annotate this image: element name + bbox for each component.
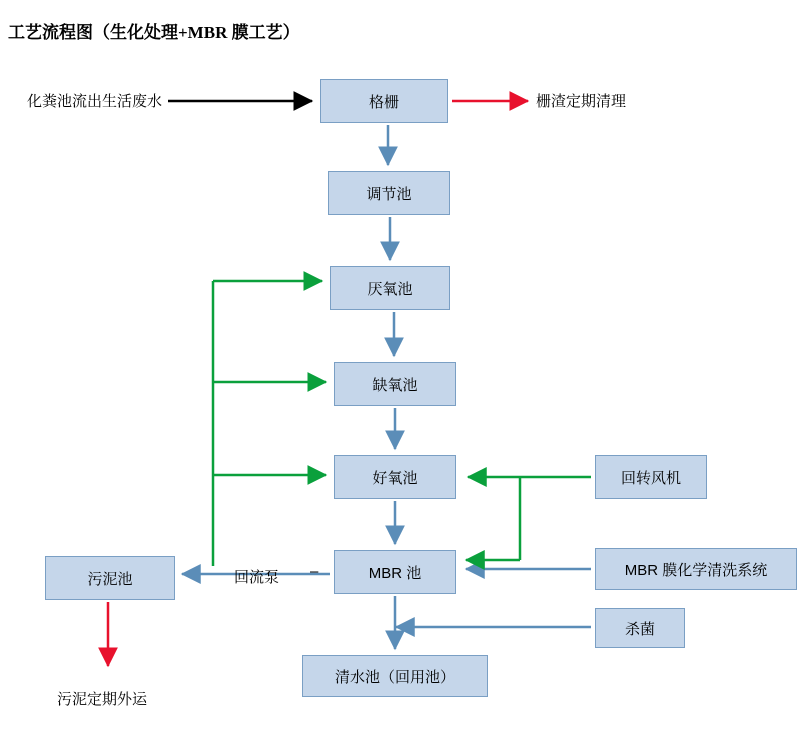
node-sludge[interactable]	[45, 556, 175, 600]
node-sterilization-label: 杀菌	[624, 620, 655, 638]
arrow-green-cleaning-loop	[466, 477, 520, 560]
node-cleaning-label: MBR 膜化学清洗系统	[624, 561, 768, 579]
node-anaerobic-label: 厌氧池	[367, 280, 413, 298]
node-mbr[interactable]	[334, 550, 456, 594]
node-anoxic-label: 缺氧池	[372, 376, 418, 394]
label-inlet: 化粪池流出生活废水	[27, 93, 163, 110]
node-aerobic[interactable]	[334, 455, 456, 499]
label-grid-residue: 栅渣定期清理	[536, 93, 627, 110]
node-blower-label: 回转风机	[620, 469, 681, 487]
node-clearwater[interactable]	[302, 655, 488, 697]
node-grid-label: 格栅	[368, 93, 399, 111]
node-cleaning[interactable]	[595, 548, 797, 590]
label-reflux-pump: 回流泵	[234, 569, 280, 586]
page-title: 工艺流程图（生化处理+MBR 膜工艺）	[8, 23, 300, 42]
node-sterilization[interactable]	[595, 608, 685, 648]
node-aerobic-label: 好氧池	[372, 469, 418, 487]
node-regulate-label: 调节池	[366, 185, 412, 203]
node-anoxic[interactable]	[334, 362, 456, 406]
node-sludge-label: 污泥池	[87, 570, 133, 588]
label-sludge-transport: 污泥定期外运	[57, 691, 148, 708]
label-reflux-dash: –	[310, 563, 319, 580]
node-clearwater-label: 清水池（回用池）	[334, 668, 455, 686]
node-regulate[interactable]	[328, 171, 450, 215]
node-anaerobic[interactable]	[330, 266, 450, 310]
node-mbr-label: MBR 池	[368, 564, 422, 582]
node-blower[interactable]	[595, 455, 707, 499]
node-grid[interactable]	[320, 79, 448, 123]
arrow-reflux-riser	[213, 281, 326, 566]
